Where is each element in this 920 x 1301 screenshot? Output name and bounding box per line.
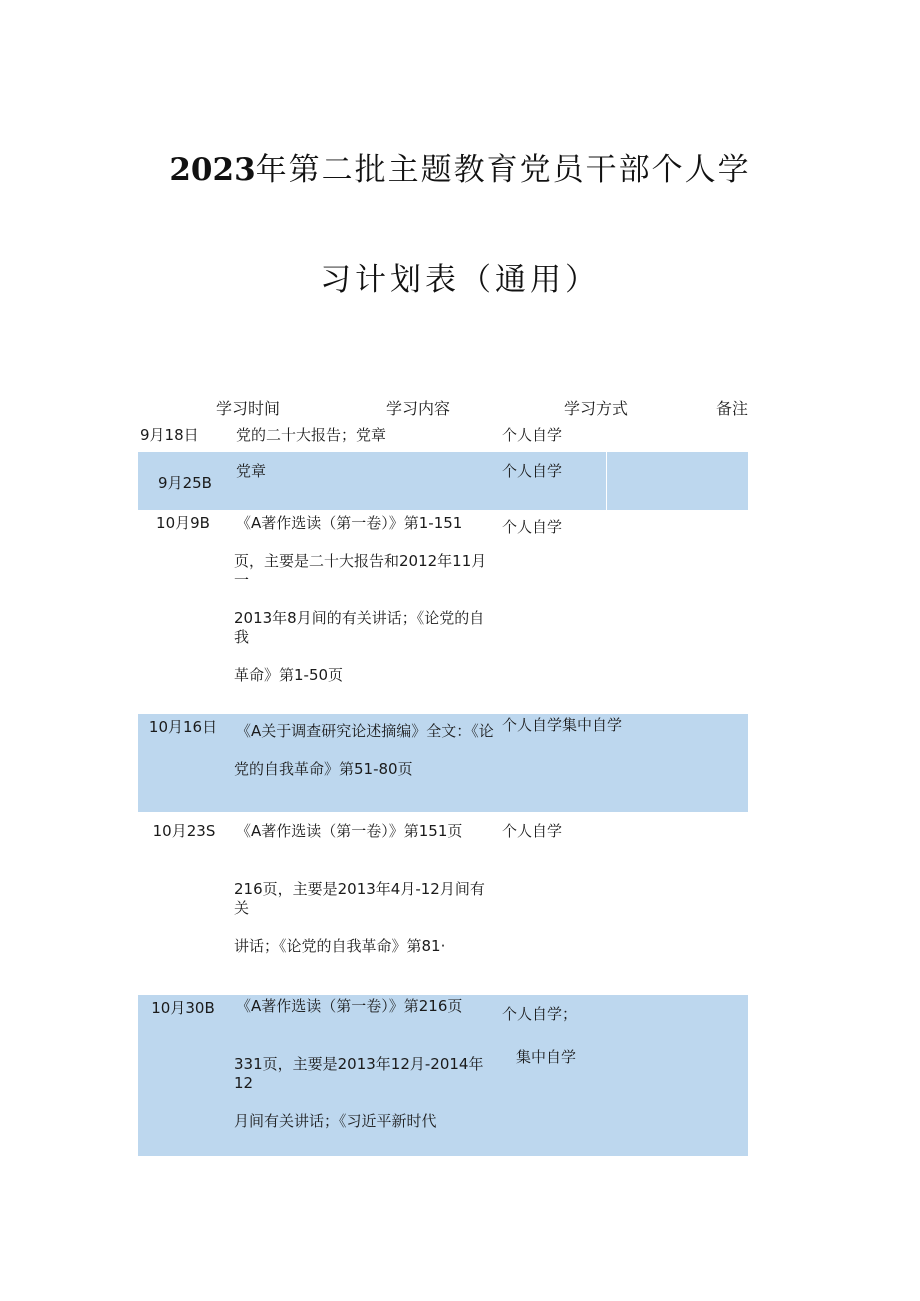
table-row — [138, 425, 748, 452]
row-date: 10月30B — [151, 999, 215, 1017]
table-row — [138, 714, 748, 812]
row-content: 《A关于调查研究论述摘编》全文：《论 党的自我革命》第51-80页 — [234, 722, 494, 778]
table-row — [138, 995, 748, 1156]
row-date: 9月25B — [158, 474, 212, 492]
title-text: 年第二批主题教育党员干部个人学 — [255, 152, 751, 188]
row-content: 《A著作选读（第一卷）》第216页 331页，主要是2013年12月-2014年12 月间有关讲话；《习近平新时代 — [234, 997, 484, 1130]
table-row — [138, 510, 748, 714]
row-method: 个人自学集中自学 — [502, 716, 623, 734]
table-row — [138, 812, 748, 995]
row-content: 《A著作选读（第一卷）》第1-151 页，主要是二十大报告和2012年11月一 2013年8月间的有关讲话；《论党的自我 革命》第1-50页 — [234, 514, 487, 684]
row-date: 10月9B — [156, 514, 210, 532]
row-method: 个人自学 — [502, 822, 563, 840]
table-row — [138, 452, 748, 510]
row-content: 党章 — [236, 462, 267, 480]
header-method: 学习方式 — [564, 399, 629, 418]
row-date: 10月23S — [152, 822, 216, 840]
column-divider — [606, 452, 607, 510]
row-method: 个人自学； 集中自学 — [502, 1005, 578, 1066]
header-content: 学习内容 — [386, 399, 451, 418]
row-content: 党的二十大报告；党章 — [236, 426, 387, 444]
page-title-line1 — [0, 144, 920, 189]
row-method: 个人自学 — [502, 462, 563, 480]
header-time: 学习时间 — [216, 399, 281, 418]
row-content: 《A著作选读（第一卷）》第151页 216页，主要是2013年4月-12月间有关 讲话；《论党的自我革命》第81· — [234, 822, 485, 955]
page-title-line2: 习计划表（通用） — [320, 262, 600, 298]
row-date: 10月16日 — [148, 718, 218, 736]
row-method: 个人自学 — [502, 426, 563, 444]
row-method: 个人自学 — [502, 518, 563, 536]
row-date: 9月18日 — [140, 426, 199, 444]
header-remark: 备注 — [716, 399, 749, 418]
title-year: 2023 — [169, 152, 256, 188]
